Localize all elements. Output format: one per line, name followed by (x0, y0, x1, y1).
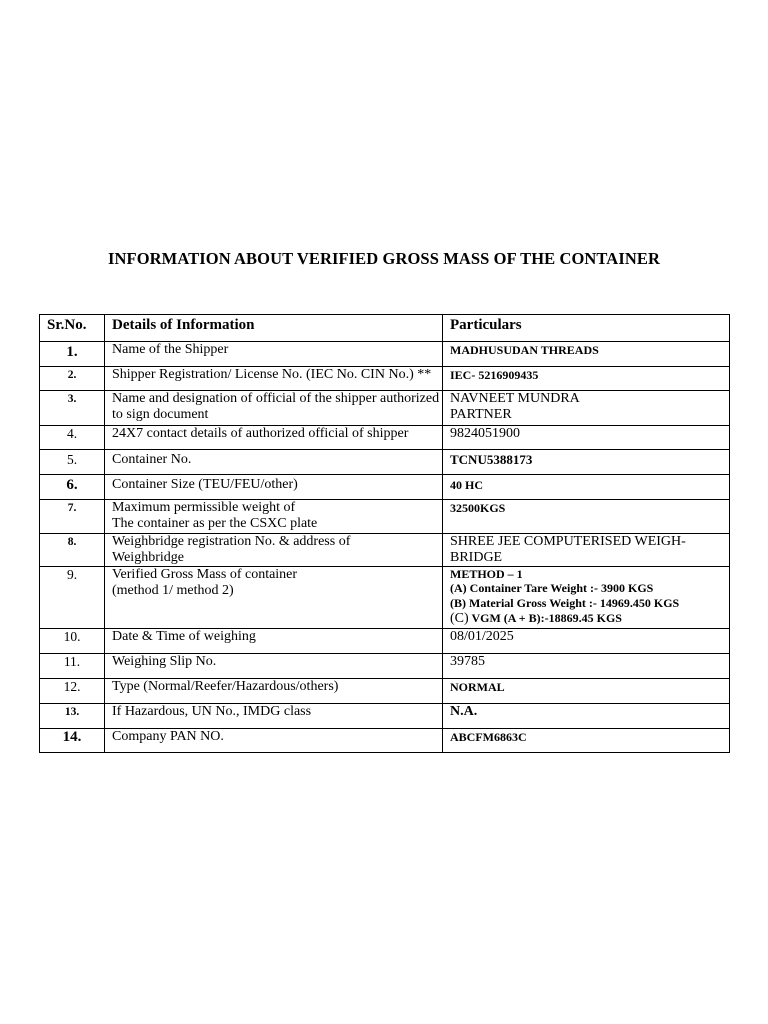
row-particulars: N.A. (450, 704, 478, 719)
row-sr-no: 3. (67, 393, 77, 405)
row-particulars: 32500KGS (450, 501, 506, 515)
row-details: The container as per the CSXC plate (112, 516, 318, 531)
row-particulars: 40 HC (450, 478, 483, 492)
row-particulars: 9824051900 (450, 426, 520, 441)
row-particulars: 39785 (450, 654, 485, 669)
row-sr-no: 13. (64, 706, 80, 718)
row-details: (method 1/ method 2) (112, 583, 234, 598)
row-details: Company PAN NO. (112, 729, 224, 744)
vgm-total (450, 611, 729, 626)
table-row (40, 534, 730, 567)
row-details: Type (Normal/Reefer/Hazardous/others) (112, 679, 339, 694)
row-particulars: SHREE JEE COMPUTERISED WEIGH- (450, 534, 686, 549)
table-row (40, 629, 730, 654)
row-details: Weighbridge (112, 550, 184, 565)
row-sr-no: 8. (67, 536, 77, 548)
material-gross-weight: (B) Material Gross Weight :- 14969.450 KGS (450, 596, 680, 610)
header-sr-no: Sr.No. (40, 315, 105, 342)
row-sr-no: 9. (66, 567, 78, 582)
table-row (40, 654, 730, 679)
table-header-row (40, 315, 730, 342)
row-details: Name and designation of official of the shipper authorized (112, 391, 440, 406)
row-sr-no: 10. (63, 629, 81, 644)
row-details: Container No. (112, 452, 192, 467)
row-details: Weighing Slip No. (112, 654, 217, 669)
table-row (40, 679, 730, 704)
row-particulars: 08/01/2025 (450, 629, 514, 644)
document-title: INFORMATION ABOUT VERIFIED GROSS MASS OF THE CONTAINER (108, 249, 660, 268)
table-row (40, 500, 730, 534)
row-sr-no: 2. (67, 369, 77, 381)
row-particulars: BRIDGE (450, 550, 503, 565)
row-sr-no: 14. (62, 729, 82, 745)
method-label: METHOD – 1 (450, 567, 523, 581)
row-particulars: TCNU5388173 (450, 452, 533, 467)
table-row (40, 450, 730, 475)
table-row (40, 391, 730, 426)
vgm-info-table (39, 314, 730, 753)
row-details: Date & Time of weighing (112, 629, 256, 644)
row-details: Verified Gross Mass of container (112, 567, 298, 582)
row-sr-no: 4. (66, 426, 78, 441)
row-sr-no: 11. (63, 654, 81, 669)
row-sr-no: 7. (67, 502, 77, 514)
header-particulars: Particulars (443, 315, 730, 342)
row-sr-no: 1. (66, 344, 78, 360)
table-row (40, 426, 730, 450)
row-details: Name of the Shipper (112, 342, 229, 357)
row-details: Container Size (TEU/FEU/other) (112, 477, 298, 492)
row-sr-no: 5. (66, 452, 78, 467)
row-particulars: NORMAL (450, 680, 505, 694)
row-sr-no: 12. (63, 679, 81, 694)
row-details: to sign document (112, 407, 209, 422)
row-details: Maximum permissible weight of (112, 500, 296, 515)
table-row (40, 567, 730, 629)
row-details: 24X7 contact details of authorized official of shipper (112, 426, 409, 441)
tare-weight: (A) Container Tare Weight :- 3900 KGS (450, 581, 654, 595)
row-particulars: NAVNEET MUNDRA (450, 391, 580, 406)
header-details: Details of Information (105, 315, 443, 342)
table-row (40, 475, 730, 500)
table-row (40, 342, 730, 367)
table-row (40, 367, 730, 391)
row-details: If Hazardous, UN No., IMDG class (112, 704, 312, 719)
vgm-value: VGM (A + B):-18869.45 KGS (468, 611, 622, 625)
row-particulars: ABCFM6863C (450, 730, 527, 744)
row-particulars: MADHUSUDAN THREADS (450, 343, 599, 357)
row-details: Shipper Registration/ License No. (IEC No. CIN No.) ** (112, 367, 432, 382)
table-row (40, 704, 730, 729)
table-row (40, 729, 730, 753)
row-particulars: IEC- 5216909435 (450, 368, 539, 382)
row-particulars: PARTNER (450, 407, 512, 422)
row-sr-no: 6. (66, 477, 78, 493)
row-details: Weighbridge registration No. & address of (112, 534, 351, 549)
vgm-prefix: (C) (450, 611, 469, 626)
